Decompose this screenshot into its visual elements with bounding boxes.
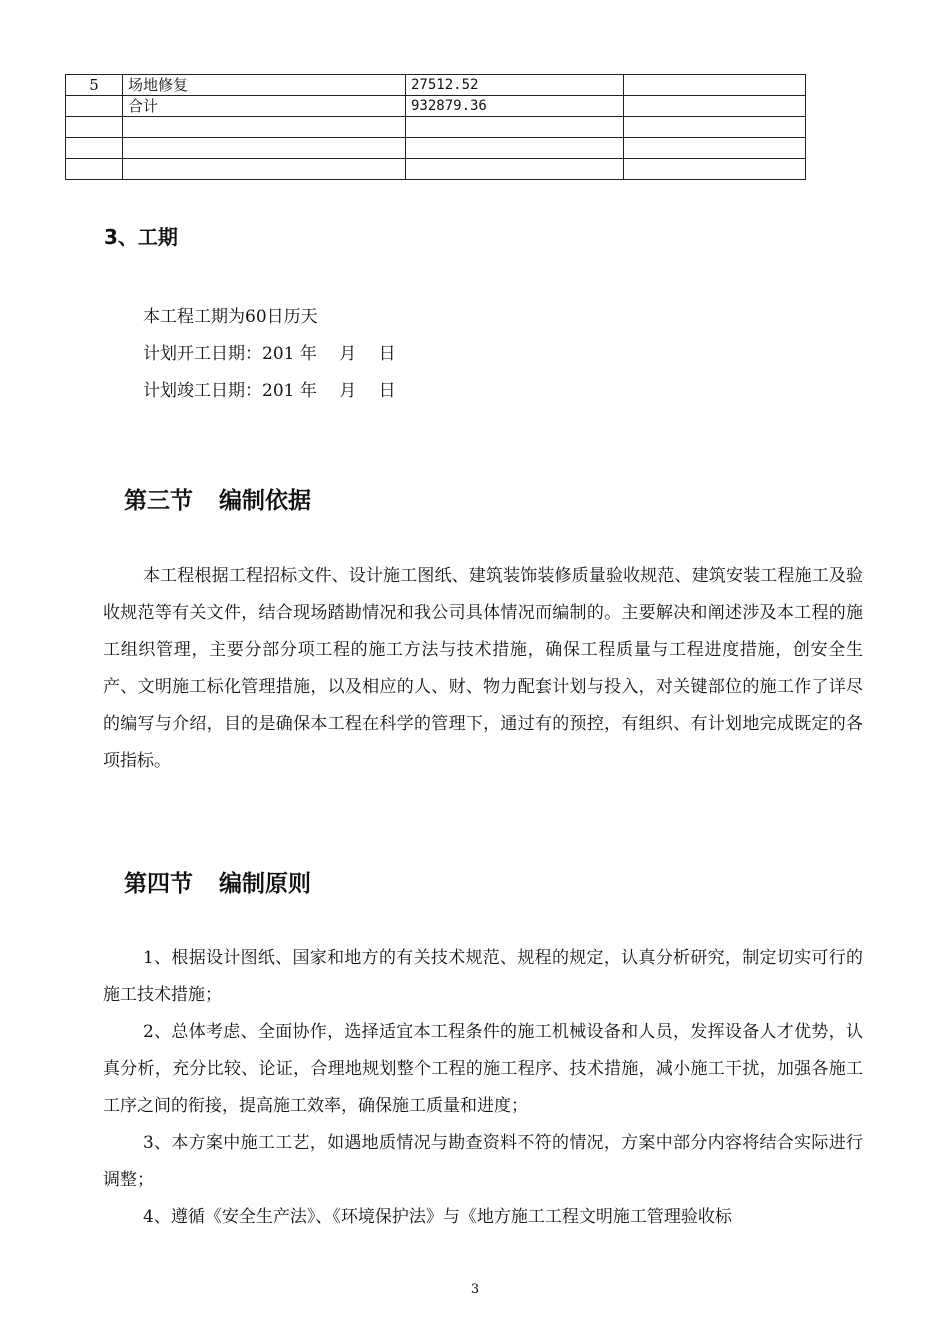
principle-item-1: 1、根据设计图纸、国家和地方的有关技术规范、规程的规定，认真分析研究，制定切实可行的施工技术措施； (103, 948, 863, 1005)
schedule-heading: 3、工期 (104, 225, 178, 249)
section-3-paragraph: 本工程根据工程招标文件、设计施工图纸、建筑装饰装修质量验收规范、建筑安装工程施工及验收规范等有关文件，结合现场踏勘情况和我公司具体情况而编制的。主要解决和阐述涉及本工程的施工组织管理，主要分部分项工程的施工方法与技术措施，确保工程质量与工程进度措施，创安全生产、文明施工标化管理措施，以及相应的人、财、物力配套计划与投入，对关键部位的施工作了详尽的编写与介绍，目的是确保本工程在科学的管理下，通过有的预控，有组织、有计划地完成既定的各项指标。 (103, 566, 863, 771)
item-name (123, 117, 406, 138)
item-name: 合计 (123, 96, 406, 117)
section-4-number: 第四节 (124, 871, 193, 897)
amount: 932879.36 (406, 96, 624, 117)
page-number: 3 (470, 1282, 480, 1297)
note (624, 117, 806, 138)
schedule-start-date: 计划开工日期：201 年 月 日 (143, 344, 396, 364)
schedule-end-date: 计划竣工日期：201 年 月 日 (143, 381, 396, 401)
row-number (66, 117, 123, 138)
amount: 27512.52 (406, 75, 624, 96)
section-3-title: 编制依据 (219, 488, 311, 514)
principle-item-3: 3、本方案中施工工艺，如遇地质情况与勘查资料不符的情况，方案中部分内容将结合实际进行调整； (103, 1133, 863, 1190)
item-name: 场地修复 (123, 75, 406, 96)
item-name (123, 138, 406, 159)
table-row (66, 117, 806, 138)
row-number: 5 (66, 75, 123, 96)
table-row (66, 96, 806, 117)
note (624, 75, 806, 96)
item-name (123, 159, 406, 180)
table-row (66, 159, 806, 180)
note (624, 138, 806, 159)
principle-item-4: 4、遵循《安全生产法》、《环境保护法》与《地方施工工程文明施工管理验收标 (143, 1207, 732, 1227)
note (624, 159, 806, 180)
amount (406, 117, 624, 138)
amount (406, 159, 624, 180)
section-3-number: 第三节 (124, 488, 193, 514)
row-number (66, 138, 123, 159)
row-number (66, 159, 123, 180)
cost-table (65, 74, 806, 180)
section-4-heading (124, 865, 311, 898)
amount (406, 138, 624, 159)
principle-item-2: 2、总体考虑、全面协作，选择适宜本工程条件的施工机械设备和人员，发挥设备人才优势，认真分析，充分比较、论证，合理地规划整个工程的施工程序、技术措施，减小施工干扰，加强各施工工序之间的衔接，提高施工效率，确保施工质量和进度； (103, 1022, 863, 1116)
table-row (66, 75, 806, 96)
section-4-title: 编制原则 (219, 871, 311, 897)
table-row (66, 138, 806, 159)
note (624, 96, 806, 117)
schedule-duration: 本工程工期为60日历天 (143, 307, 318, 327)
section-3-heading (124, 482, 311, 515)
row-number (66, 96, 123, 117)
